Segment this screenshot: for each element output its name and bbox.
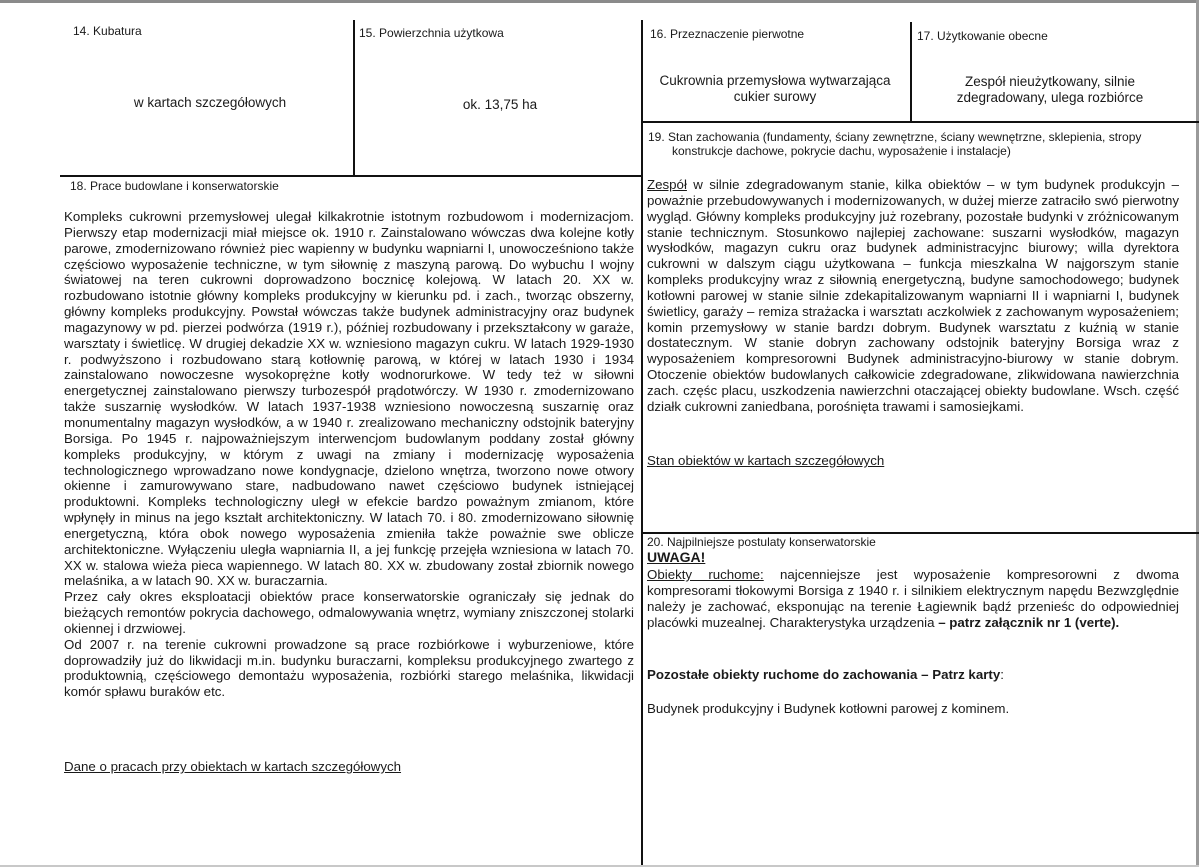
postulaty-label: 20. Najpilniejsze postulaty konserwatorskie [647,535,876,549]
divider-row-right-top [641,121,1199,123]
stan-lead: Zespół [647,177,687,192]
ruchome-text: najcenniejsze jest wyposażenie kompresorowni z dwoma kompresorami tłokowymi Borsiga z 1940 r. i silnikiem elektrycznym napędu Bezwzględnie należy je zachować, eksponując na terenie Łagiewnik bądź przenieśc do odpowiedniej placówki muzealnej. Charakterystyka urządzenia [647,567,1180,630]
stan-link[interactable]: Stan obiektów w kartach szczegółowych [647,453,885,468]
budynki-text: Budynek produkcyjny i Budynek kotłowni parowej z kominem. [647,701,1010,716]
prace-label: 18. Prace budowlane i konserwatorskie [70,179,279,193]
divider-14-15 [353,20,355,176]
pozostale-heading [647,667,1179,683]
kubatura-label: 14. Kubatura [73,24,142,38]
divider-row-left [60,175,643,177]
ruchome-ref: – patrz załącznik nr 1 (verte). [938,614,1120,630]
prace-paragraph-2: Przez cały okres eksploatacji obiektów prace konserwatorskie ograniczały się jednak do bieżących remontów pokrycia dachowego, odmalowywania wnętrz, wymiany zniszczonej stolarki okiennej i drzwiowej. [64,589,634,636]
pozostale-text: Pozostałe obiekty ruchome do zachowania – Patrz karty [647,667,1001,682]
uzytkowanie-label: 17. Użytkowanie obecne [917,29,1048,43]
prace-body [64,209,634,700]
uwaga-heading: UWAGA! [647,549,706,565]
prace-paragraph-3: Od 2007 r. na terenie cukrowni prowadzone są prace rozbiórkowe i wyburzeniowe, które doprowadziły już do likwidacji m.in. budynku buraczarni, kompleksu produkcyjnego zwartego z produktownią, częściowego demontażu wyposażenia, rozbiórki starego melaśnika, likwidacji komór spławu buraków etc. [64,636,634,700]
stan-body [647,177,1179,415]
pozostale-colon: : [1000,667,1004,682]
prace-paragraph-1: Kompleks cukrowni przemysłowej ulegał kilkakrotnie istotnym rozbudowom i modernizacjom. Pierwszy etap modernizacji miał miejsce ok. 1910 r. Zainstalowano wówczas dwa kolejne kotły parowe, zmodernizowano również piec wapienny w budynku wapniarni I, unowocześniono także częściowo wyposażenie techniczne, w tym siłownię z maszyną parową. Do wybuchu I wojny światowej na teren cukrowni doprowadzono bocznicę kolejową. W latach 20. XX w. rozbudowano istotnie główny kompleks produkcyjny w kierunku pd. i zach., tworząc obszerny, główny kompleks produkcyjny. Powstał wówczas także budynek administracyjny oraz budynek magazynowy w pd. pierzei podwórza (1919 r.), później rozbudowany i przekształcony w garaże, warsztaty i świetlicę. W drugiej dekadzie XX w. wzniesiono magazyn cukru. W latach 1929-1930 r. podwyższono i rozbudowano starą kotłownię parową, w której w latach 1930 i 1934 zainstalowano nowoczesne wysokoprężne kotły wodnorurkowe. W tedy też w siłowni energetycznej zainstalowano pierwszy turbozespół prądotwórczy. W 1930 r. zmodernizowano także suszarnię wysłodków. W latach 1937-1938 wzniesiono nowoczesną suszarnię oraz monumentalny magazyn wysłodków, a w 1940 r. zrealizowano mechaniczny odstojnik bateryjny Borsiga. Po 1945 r. najpoważniejszym interwencjom budowlanym poddany został główny kompleks produkcyjny, w którym z uwagi na zmiany i modernizację wyposażenia technologicznego wprowadzano nowe kondygnacje, dzielono wnętrza, tworzono nowe otwory okienne i zamurowywano stare, nadbudowano nawet częściowo budynek istniejącej produktowni. Kompleks technologiczny uległ w efekcie bardzo poważnym zmianom, które wpłynęły in minus na jego kształt architektoniczny. W latach 70. i 80. zmodernizowano siłownię energetyczną, która obok nowego wyposażenia zmieniła także poważnie swe oblicze architektoniczne. Wyłączeniu uległa wapniarnia II, a jej funkcję przejęła wzniesiona w latach 70. XX w. stalowa wieża pieca wapiennego. W latach 80. XX w. zbudowany został zbiornik nowego melaśnika, a w latach 90. XX w. buraczarnia. [64,209,634,589]
divider-16-17 [910,22,912,122]
przeznaczenie-label: 16. Przeznaczenie pierwotne [650,27,805,41]
scan-top-edge [0,0,1199,3]
ruchome-body [647,567,1179,630]
divider-main [641,20,643,865]
przeznaczenie-value: Cukrownia przemysłowa wytwarzająca cukier surowy [659,73,891,104]
divider-row-right-mid [641,532,1199,534]
ruchome-lead: Obiekty ruchome: [647,567,764,582]
prace-link[interactable]: Dane o pracach przy obiektach w kartach szczegółowych [64,759,402,774]
stan-label-text: 19. Stan zachowania (fundamenty, ściany zewnętrzne, ściany wewnętrzne, sklepienia, stropy konstrukcje dachowe, pokrycie dachu, wyposażenie i instalacje) [648,130,1142,158]
stan-label [648,130,1178,158]
powierzchnia-label: 15. Powierzchnia użytkowa [359,26,504,40]
powierzchnia-value: ok. 13,75 ha [462,97,538,112]
kubatura-value: w kartach szczegółowych [133,95,287,110]
uzytkowanie-value: Zespół nieużytkowany, silnie zdegradowany, ulega rozbiórce [956,74,1144,105]
stan-text: w silnie zdegradowanym stanie, kilka obiektów – w tym budynek produkcyjn – poważnie przebudowywanych i modernizowanych, w dużej mierze zatraciło swó pierwotny wygląd. Główny kompleks produkcyjny już rozebrany, pozostałe budynki v zróżnicowanym stanie technicznym. Stosunkowo najlepiej zachowane: suszarni wysłodków, magazyn wysłodków, magazyn cukru oraz budynek administracyjnc biurowy; willa dyrektora cukrowni w dalszym ciągu użytkowana – funkcja mieszkalna W najgorszym stanie kompleks produkcyjny wraz z siłownią energetyczną, budyne samochodowego; budynek kotłowni parowej w stanie silnie zdekapitalizowanym wapniarni II i wapniarni I, budynek świetlicy, garaży – remiza strażacka i warsztatı aczkolwiek z zachowanym wyposażeniem; komin przemysłowy w stanie bardzı dobrym. Budynek warsztatu z kuźnią w stanie dostatecznym. W stanie dobryn zachowany odstojnik bateryjny Borsiga wraz z wyposażeniem kompresorowni Budynek administracyjno-biurowy w stanie dobrym. Otoczenie obiektów budowlanych całkowicie zdegradowane, zlikwidowana nawierzchnia zach. częśc placu, uszkodzenia nawierzchni otaczającej obiekty budowlane. Wsch. część działk cukrowni zaniedbana, porośnięta trawami i samosiejkami. [647,177,1180,414]
